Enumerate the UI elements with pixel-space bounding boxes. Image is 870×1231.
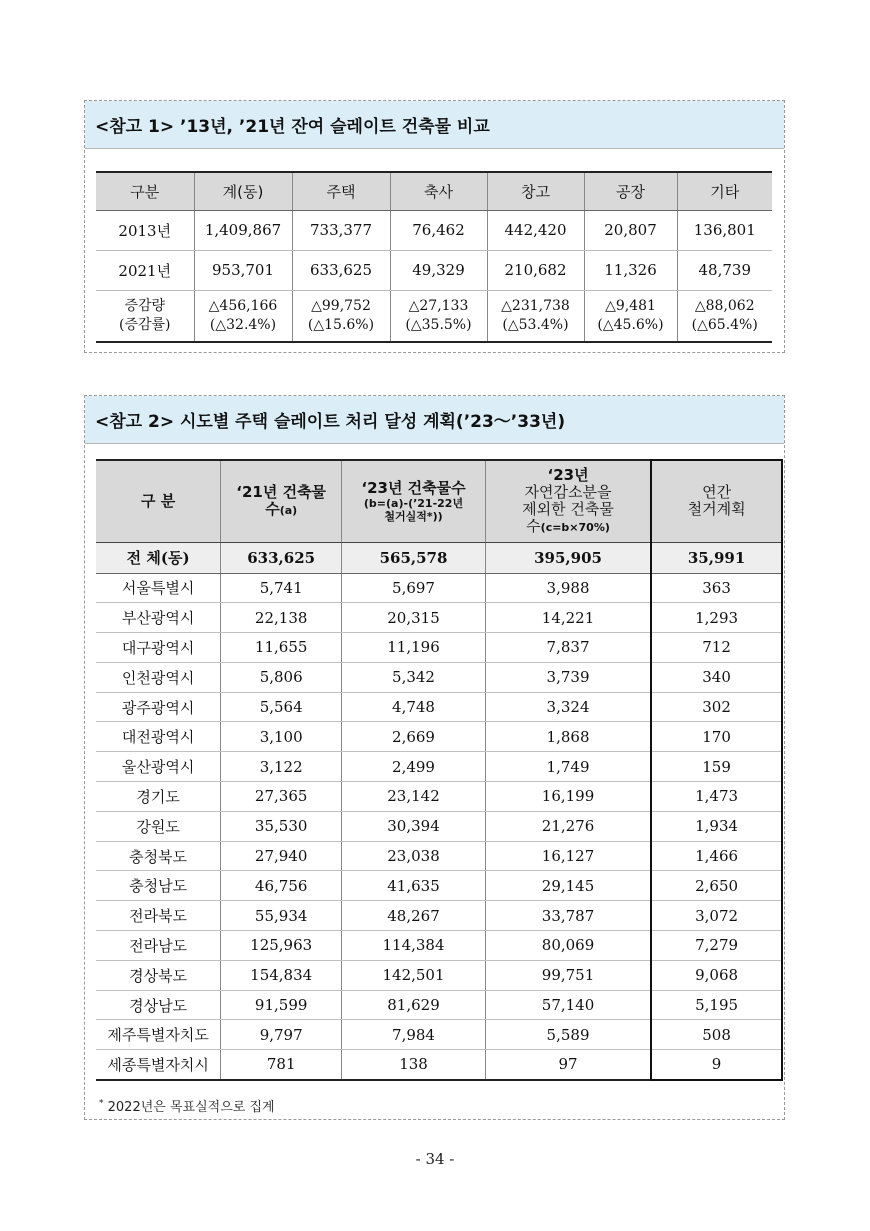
table-cell: 363 bbox=[651, 573, 782, 603]
table-cell: 1,934 bbox=[651, 811, 782, 841]
table-cell: 23,038 bbox=[342, 841, 486, 871]
header-text: 제외한 건축물 bbox=[522, 499, 614, 518]
header-annual-plan bbox=[651, 460, 782, 542]
row-label: 서울특별시 bbox=[96, 573, 221, 603]
table-cell: 7,984 bbox=[342, 1020, 486, 1050]
table-cell: 35,530 bbox=[221, 811, 342, 841]
row-label: 제주특별자치도 bbox=[96, 1020, 221, 1050]
table-cell: 2,499 bbox=[342, 752, 486, 782]
rate-value: (△65.4%) bbox=[691, 316, 758, 333]
table-cell: 5,342 bbox=[342, 662, 486, 692]
header-other: 기타 bbox=[677, 172, 772, 210]
table-row bbox=[96, 901, 782, 931]
header-text: 수 bbox=[265, 499, 280, 518]
table-cell: 81,629 bbox=[342, 990, 486, 1020]
table-cell: 9 bbox=[651, 1050, 782, 1080]
table-cell: 49,329 bbox=[390, 250, 487, 290]
table-cell: 2,650 bbox=[651, 871, 782, 901]
table-cell: 3,072 bbox=[651, 901, 782, 931]
change-value: △99,752 bbox=[311, 297, 371, 314]
table-cell: 1,868 bbox=[485, 722, 651, 752]
table-row bbox=[96, 990, 782, 1020]
table-cell: 781 bbox=[221, 1050, 342, 1080]
table-cell: 633,625 bbox=[292, 250, 390, 290]
table-cell: 442,420 bbox=[487, 210, 584, 250]
table-cell: 20,807 bbox=[584, 210, 677, 250]
table-row bbox=[96, 210, 772, 250]
table-header-row bbox=[96, 172, 772, 210]
reference-box-1 bbox=[84, 100, 785, 353]
row-label: 전라남도 bbox=[96, 931, 221, 961]
table-cell: 210,682 bbox=[487, 250, 584, 290]
table-cell: 35,991 bbox=[651, 542, 782, 573]
rate-value: (△53.4%) bbox=[502, 316, 569, 333]
table-row bbox=[96, 841, 782, 871]
table-cell: 46,756 bbox=[221, 871, 342, 901]
header-warehouse: 창고 bbox=[487, 172, 584, 210]
change-value: △88,062 bbox=[694, 297, 755, 314]
table-cell: 3,122 bbox=[221, 752, 342, 782]
table-cell: 27,365 bbox=[221, 782, 342, 812]
header-text: 자연감소분을 bbox=[524, 482, 612, 501]
slate-comparison-table bbox=[96, 171, 772, 343]
row-label: 대전광역시 bbox=[96, 722, 221, 752]
table-cell bbox=[487, 290, 584, 342]
header-factory: 공장 bbox=[584, 172, 677, 210]
header-text: ‘21년 건축물 bbox=[236, 482, 327, 501]
table-cell: 154,834 bbox=[221, 960, 342, 990]
table-row bbox=[96, 1050, 782, 1080]
header-region bbox=[96, 460, 221, 542]
table-row bbox=[96, 633, 782, 663]
table-cell: 48,739 bbox=[677, 250, 772, 290]
change-value: △231,738 bbox=[501, 297, 570, 314]
table-cell: 340 bbox=[651, 662, 782, 692]
table-row bbox=[96, 752, 782, 782]
header-2023-buildings bbox=[342, 460, 486, 542]
header-2021-buildings bbox=[221, 460, 342, 542]
change-value: △27,133 bbox=[408, 297, 469, 314]
table-cell: 4,748 bbox=[342, 692, 486, 722]
table-cell: 712 bbox=[651, 633, 782, 663]
table-cell: 138 bbox=[342, 1050, 486, 1080]
table-cell: 97 bbox=[485, 1050, 651, 1080]
table-row bbox=[96, 960, 782, 990]
rate-value: (△32.4%) bbox=[209, 316, 277, 333]
table-row bbox=[96, 782, 782, 812]
row-label: 광주광역시 bbox=[96, 692, 221, 722]
table-cell: 5,564 bbox=[221, 692, 342, 722]
header-category: 구분 bbox=[96, 172, 194, 210]
table-cell: 9,068 bbox=[651, 960, 782, 990]
row-label: 세종특별자치시 bbox=[96, 1050, 221, 1080]
header-housing: 주택 bbox=[292, 172, 390, 210]
row-label: 울산광역시 bbox=[96, 752, 221, 782]
table-row bbox=[96, 722, 782, 752]
table-cell: 114,384 bbox=[342, 931, 486, 961]
table-cell: 16,199 bbox=[485, 782, 651, 812]
table-cell bbox=[194, 290, 292, 342]
header-text: ‘23년 건축물수 bbox=[361, 478, 466, 497]
table-cell: 22,138 bbox=[221, 603, 342, 633]
table-cell: 2,669 bbox=[342, 722, 486, 752]
regional-plan-table bbox=[96, 459, 783, 1081]
table-cell: 91,599 bbox=[221, 990, 342, 1020]
row-label: 부산광역시 bbox=[96, 603, 221, 633]
table-cell: 3,324 bbox=[485, 692, 651, 722]
table-cell bbox=[677, 290, 772, 342]
table-cell: 11,326 bbox=[584, 250, 677, 290]
table-row bbox=[96, 871, 782, 901]
table-row bbox=[96, 250, 772, 290]
table-cell: 57,140 bbox=[485, 990, 651, 1020]
table-cell: 5,806 bbox=[221, 662, 342, 692]
row-label: 충청북도 bbox=[96, 841, 221, 871]
rate-label: (증감률) bbox=[119, 316, 171, 333]
header-text: 수 bbox=[526, 516, 541, 535]
table-cell: 136,801 bbox=[677, 210, 772, 250]
row-label: 경상남도 bbox=[96, 990, 221, 1020]
row-label: 대구광역시 bbox=[96, 633, 221, 663]
table-row bbox=[96, 1020, 782, 1050]
table-cell: 11,655 bbox=[221, 633, 342, 663]
table-cell: 99,751 bbox=[485, 960, 651, 990]
row-label: 2021년 bbox=[96, 250, 194, 290]
row-label: 전라북도 bbox=[96, 901, 221, 931]
row-label-change bbox=[96, 290, 194, 342]
table-cell: 159 bbox=[651, 752, 782, 782]
table-cell: 508 bbox=[651, 1020, 782, 1050]
table-row bbox=[96, 811, 782, 841]
table-cell: 9,797 bbox=[221, 1020, 342, 1050]
row-label: 전 체(동) bbox=[96, 542, 221, 573]
footnote bbox=[99, 1096, 275, 1115]
table-cell: 142,501 bbox=[342, 960, 486, 990]
table-cell: 80,069 bbox=[485, 931, 651, 961]
header-text: 철거계획 bbox=[687, 500, 746, 519]
reference-box-2 bbox=[84, 395, 785, 1120]
row-label: 강원도 bbox=[96, 811, 221, 841]
table-cell: 125,963 bbox=[221, 931, 342, 961]
table-cell: 76,462 bbox=[390, 210, 487, 250]
table-row bbox=[96, 573, 782, 603]
header-sub: (c=b×70%) bbox=[540, 520, 610, 534]
table-cell: 1,293 bbox=[651, 603, 782, 633]
row-label: 2013년 bbox=[96, 210, 194, 250]
table-cell: 1,473 bbox=[651, 782, 782, 812]
table-cell: 48,267 bbox=[342, 901, 486, 931]
table-cell: 27,940 bbox=[221, 841, 342, 871]
rate-value: (△45.6%) bbox=[597, 316, 664, 333]
table-cell: 21,276 bbox=[485, 811, 651, 841]
table-header-row bbox=[96, 460, 782, 542]
rate-value: (△35.5%) bbox=[405, 316, 472, 333]
table-cell: 5,741 bbox=[221, 573, 342, 603]
header-total: 계(동) bbox=[194, 172, 292, 210]
table-row-change bbox=[96, 290, 772, 342]
row-label: 경상북도 bbox=[96, 960, 221, 990]
table-cell bbox=[584, 290, 677, 342]
table-cell: 29,145 bbox=[485, 871, 651, 901]
table-cell bbox=[292, 290, 390, 342]
header-sub: 철거실적*)) bbox=[384, 509, 443, 523]
table-cell: 1,466 bbox=[651, 841, 782, 871]
reference-2-title: <참고 2> 시도별 주택 슬레이트 처리 달성 계획(’23～’33년) bbox=[85, 396, 784, 444]
table-cell: 170 bbox=[651, 722, 782, 752]
header-sub: (a) bbox=[279, 503, 298, 517]
table-cell: 30,394 bbox=[342, 811, 486, 841]
table-cell: 41,635 bbox=[342, 871, 486, 901]
table-row bbox=[96, 931, 782, 961]
table-cell bbox=[390, 290, 487, 342]
header-livestock: 축사 bbox=[390, 172, 487, 210]
footnote-mark: * bbox=[99, 1098, 104, 1109]
table-cell: 565,578 bbox=[342, 542, 486, 573]
header-text: 연간 bbox=[702, 483, 732, 502]
table-cell: 7,837 bbox=[485, 633, 651, 663]
row-label: 경기도 bbox=[96, 782, 221, 812]
table-cell: 23,142 bbox=[342, 782, 486, 812]
table-cell: 33,787 bbox=[485, 901, 651, 931]
reference-1-title: <참고 1> ’13년, ’21년 잔여 슬레이트 건축물 비교 bbox=[85, 101, 784, 149]
table-row bbox=[96, 662, 782, 692]
table-cell: 55,934 bbox=[221, 901, 342, 931]
page-number: - 34 - bbox=[415, 1150, 455, 1168]
header-text: ‘23년 bbox=[547, 465, 589, 484]
table-row bbox=[96, 692, 782, 722]
table-cell: 14,221 bbox=[485, 603, 651, 633]
table-cell: 953,701 bbox=[194, 250, 292, 290]
rate-value: (△15.6%) bbox=[307, 316, 375, 333]
table-cell: 302 bbox=[651, 692, 782, 722]
table-cell: 3,739 bbox=[485, 662, 651, 692]
header-sub: (b=(a)-(’21-22년 bbox=[363, 496, 464, 510]
table-cell: 3,100 bbox=[221, 722, 342, 752]
table-cell: 1,409,867 bbox=[194, 210, 292, 250]
table-cell: 1,749 bbox=[485, 752, 651, 782]
row-label: 인천광역시 bbox=[96, 662, 221, 692]
table-cell: 20,315 bbox=[342, 603, 486, 633]
table-cell: 5,697 bbox=[342, 573, 486, 603]
header-region-label: 구 분 bbox=[141, 491, 176, 510]
header-2023-net-buildings bbox=[485, 460, 651, 542]
table-cell: 5,589 bbox=[485, 1020, 651, 1050]
table-cell: 3,988 bbox=[485, 573, 651, 603]
table-row-total bbox=[96, 542, 782, 573]
table-row bbox=[96, 603, 782, 633]
table-cell: 7,279 bbox=[651, 931, 782, 961]
footnote-text: 2022년은 목표실적으로 집계 bbox=[107, 1100, 275, 1115]
table-cell: 733,377 bbox=[292, 210, 390, 250]
change-value: △9,481 bbox=[605, 297, 656, 314]
change-label: 증감량 bbox=[124, 297, 166, 314]
table-cell: 5,195 bbox=[651, 990, 782, 1020]
change-value: △456,166 bbox=[208, 297, 278, 314]
row-label: 충청남도 bbox=[96, 871, 221, 901]
table-cell: 633,625 bbox=[221, 542, 342, 573]
table-cell: 395,905 bbox=[485, 542, 651, 573]
table-cell: 11,196 bbox=[342, 633, 486, 663]
table-cell: 16,127 bbox=[485, 841, 651, 871]
